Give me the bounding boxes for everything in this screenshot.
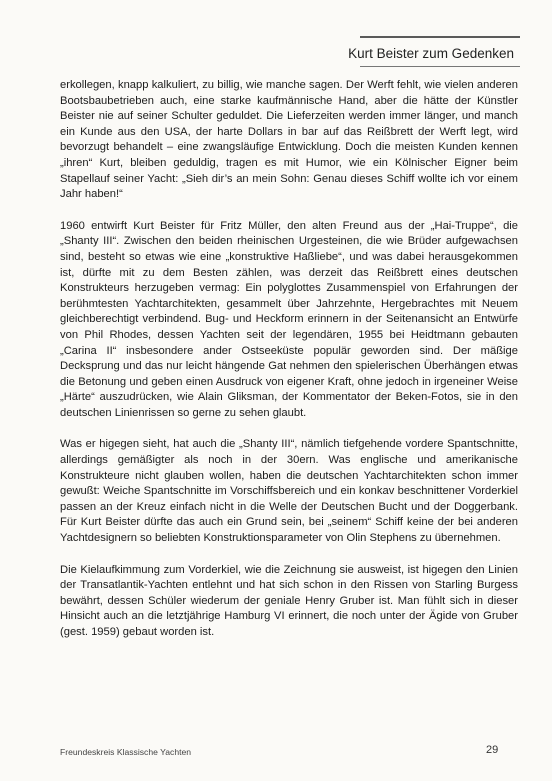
running-header [348,36,520,64]
paragraph: 1960 entwirft Kurt Beister für Fritz Müller, den alten Freund aus der „Hai-Truppe“, die „Shanty III“. Zwischen den beiden rheinischen Urgesteinen, die wie Brüder aufgewachsen sind, besteht so etwas wie eine „konstruktive Haßliebe“, und was dabei herausgekommen ist, dürfte mit zu dem Besten zählen, was derzeit das Reißbrett eines deutschen Konstrukteurs herzugeben vermag: Ein polyglottes Zusammenspiel von Erfahrungen der berühmtesten Yachtarchitekten, gesammelt über Jahrzehnte, Hergebrachtes mit Neuem gleichberechtigt verbindend. Bug- und Heckform erinnern in der Seitenansicht an Entwürfe von Phil Rhodes, dessen Yachten seit der legendären, 1955 bei Heidtmann gebauten „Carina II“ insbesondere ander Ostseeküste populär geworden sind. Der mäßige Decksprung und das nur leicht hängende Gat nehmen den spielerischen Überhängen etwas die Betonung und geben einen Ausdruck von eigener Kraft, ohne jedoch in irgeneiner Weise „Härte“ auszudrücken, wie Alain Gliksman, der Kommentator der Beken-Fotos, sie in den deutschen Linienrissen so gerne zu sehen glaubt. [60,219,518,419]
header-top-rule [360,36,520,38]
header-title: Kurt Beister zum Gedenken [348,46,514,61]
paragraph: Die Kielaufkimmung zum Vorderkiel, wie die Zeichnung sie ausweist, ist higegen den Linien der Transatlantik-Yachten entlehnt und hat sich schon in den Rissen von Starling Burgess bewährt, dessen Schüler wiederum der geniale Henry Gruber ist. Man fühlt sich in dieser Hinsicht auch an die letztjährige Hamburg VI erinnert, die noch unter der Ägide von Gruber (gest. 1959) gebaut worden ist. [60,563,518,638]
paragraph: Was er higegen sieht, hat auch die „Shanty III“, nämlich tiefgehende vordere Spantschnitte, allerdings gemäßigter als noch in der 30ern. Was englische und amerikanische Konstrukteure nicht glauben wollen, haben die deutschen Yachtarchitekten schon immer gewußt: Weiche Spantschnitte im Vorschiffsbereich und ein konkav beschnittener Vorderkiel passen an der Kreuz einfach nicht in die Welle der Deutschen Bucht und der Doggerbank. Für Kurt Beister dürfte das auch ein Grund sein, bei „seinem“ Schiff keine der bei anderen Yachtdesignern so beliebten Konstruktionsparameter von Olin Stephens zu übernehmen. [60,438,518,545]
footer-publisher: Freundeskreis Klassische Yachten [60,747,192,757]
body-text [60,78,518,657]
paragraph: erkollegen, knapp kalkuliert, zu billig, wie manche sagen. Der Werft fehlt, wie vielen anderen Bootsbaubetrieben auch, eine starke kaufmännische Hand, aber die hätte der Künstler Beister nie auf seiner Schulter geduldet. Die Lieferzeiten werden immer länger, und manch ein Kunde aus den USA, der harte Dollars in bar auf das Reißbrett der Werft legt, wird bevorzugt behandelt – eine zwangsläufige Entwicklung. Doch die meisten Kunden kennen „ihren“ Kurt, bleiben geduldig, tragen es mit Humor, wie ein Kölnischer Eigner beim Stapellauf seiner Yacht: „Sieh dir’s an mein Sohn: Genau dieses Schiff wollte ich vor einem Jahr haben!“ [60,79,518,201]
header-bottom-rule [360,66,520,67]
page-number: 29 [486,744,499,756]
